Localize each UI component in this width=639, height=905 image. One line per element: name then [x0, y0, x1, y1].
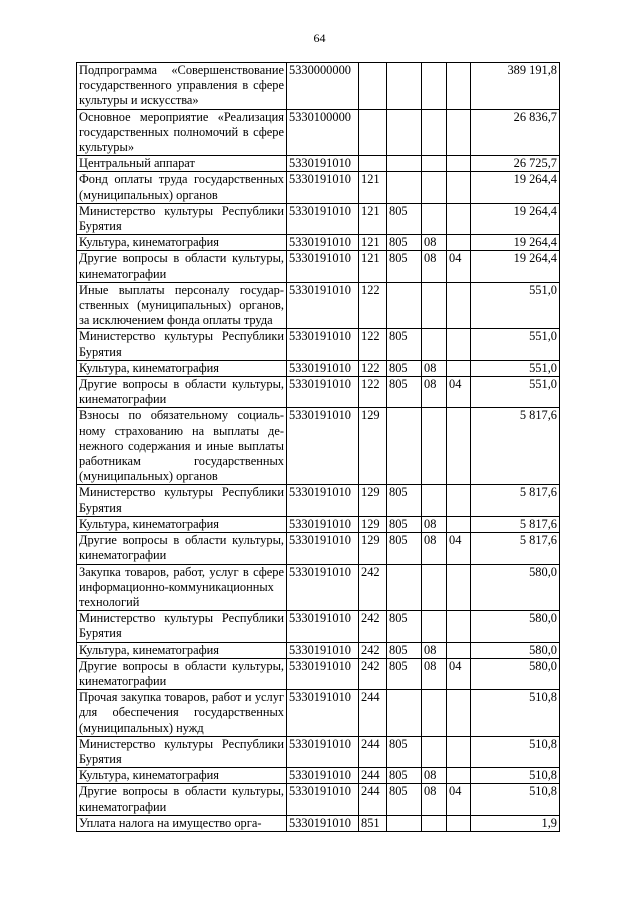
row-subsection: [447, 611, 471, 642]
row-subsection: [447, 736, 471, 767]
row-section: 08: [422, 784, 447, 815]
table-row: [77, 156, 560, 172]
row-name: Подпрограмма «Совершенствование государственного управления в сфере культуры и искусства»: [77, 63, 287, 110]
row-target-article: 5330191010: [287, 360, 359, 376]
budget-table: [76, 62, 560, 832]
row-target-article: 5330191010: [287, 533, 359, 564]
row-subsection: [447, 815, 471, 831]
row-name: Культура, кинематография: [77, 768, 287, 784]
row-section: [422, 485, 447, 516]
row-section: 08: [422, 533, 447, 564]
table-row: [77, 564, 560, 611]
row-amount: 580,0: [471, 564, 560, 611]
table-row: [77, 203, 560, 234]
row-subsection: [447, 109, 471, 156]
row-name: Другие вопросы в области культуры, кинематографии: [77, 784, 287, 815]
table-row: [77, 485, 560, 516]
row-section: 08: [422, 360, 447, 376]
row-name: Другие вопросы в области культуры, кинематографии: [77, 658, 287, 689]
table-row: [77, 690, 560, 737]
table-row: [77, 377, 560, 408]
row-amount: 551,0: [471, 360, 560, 376]
row-ministry-code: [387, 815, 422, 831]
row-name: Иные выплаты персоналу государственных (муниципальных) органов, за исключением фонда оплаты труда: [77, 282, 287, 329]
row-expense-type: 122: [359, 377, 387, 408]
table-row: [77, 109, 560, 156]
row-name: Министерство культуры Республики Бурятия: [77, 736, 287, 767]
row-section: [422, 282, 447, 329]
row-expense-type: 242: [359, 642, 387, 658]
row-target-article: 5330191010: [287, 329, 359, 360]
row-expense-type: [359, 109, 387, 156]
row-name: Министерство культуры Республики Бурятия: [77, 485, 287, 516]
row-target-article: 5330191010: [287, 485, 359, 516]
row-ministry-code: 805: [387, 329, 422, 360]
row-section: [422, 329, 447, 360]
row-section: [422, 156, 447, 172]
row-target-article: 5330100000: [287, 109, 359, 156]
table-body: [77, 63, 560, 832]
row-target-article: 5330191010: [287, 815, 359, 831]
row-section: [422, 611, 447, 642]
row-subsection: [447, 63, 471, 110]
row-amount: 26 725,7: [471, 156, 560, 172]
row-amount: 510,8: [471, 784, 560, 815]
table-row: [77, 784, 560, 815]
row-ministry-code: 805: [387, 611, 422, 642]
row-name: Другие вопросы в области культуры, кинематографии: [77, 377, 287, 408]
row-target-article: 5330191010: [287, 156, 359, 172]
row-name: Культура, кинематография: [77, 235, 287, 251]
row-name: Министерство культуры Республики Бурятия: [77, 203, 287, 234]
row-target-article: 5330191010: [287, 736, 359, 767]
row-target-article: 5330191010: [287, 408, 359, 485]
table-row: [77, 658, 560, 689]
table-row: [77, 172, 560, 203]
row-subsection: [447, 282, 471, 329]
row-expense-type: 122: [359, 282, 387, 329]
row-subsection: 04: [447, 658, 471, 689]
row-subsection: 04: [447, 377, 471, 408]
row-target-article: 5330191010: [287, 611, 359, 642]
row-expense-type: 121: [359, 172, 387, 203]
table-row: [77, 235, 560, 251]
row-ministry-code: [387, 564, 422, 611]
row-amount: 26 836,7: [471, 109, 560, 156]
row-amount: 5 817,6: [471, 533, 560, 564]
row-target-article: 5330191010: [287, 282, 359, 329]
row-target-article: 5330191010: [287, 768, 359, 784]
row-expense-type: 244: [359, 690, 387, 737]
table-row: [77, 329, 560, 360]
table-row: [77, 282, 560, 329]
row-ministry-code: 805: [387, 642, 422, 658]
row-expense-type: 244: [359, 784, 387, 815]
row-name: Взносы по обязательному социальному страхованию на выплаты денежного содержания и иные выплаты работникам государственных (муниципальных) органов: [77, 408, 287, 485]
row-name: Фонд оплаты труда государственных (муниципальных) органов: [77, 172, 287, 203]
row-section: 08: [422, 768, 447, 784]
row-amount: 510,8: [471, 736, 560, 767]
table-row: [77, 516, 560, 532]
row-subsection: [447, 235, 471, 251]
row-section: [422, 203, 447, 234]
row-amount: 19 264,4: [471, 251, 560, 282]
row-subsection: [447, 642, 471, 658]
row-ministry-code: 805: [387, 251, 422, 282]
row-name: Центральный аппарат: [77, 156, 287, 172]
row-target-article: 5330191010: [287, 516, 359, 532]
row-expense-type: 244: [359, 768, 387, 784]
row-expense-type: 129: [359, 408, 387, 485]
row-target-article: 5330000000: [287, 63, 359, 110]
row-section: [422, 736, 447, 767]
row-expense-type: 121: [359, 203, 387, 234]
row-expense-type: 121: [359, 251, 387, 282]
row-ministry-code: 805: [387, 736, 422, 767]
row-section: 08: [422, 658, 447, 689]
row-amount: 389 191,8: [471, 63, 560, 110]
row-subsection: [447, 329, 471, 360]
row-section: [422, 564, 447, 611]
row-subsection: [447, 485, 471, 516]
row-amount: 19 264,4: [471, 172, 560, 203]
row-name: Закупка товаров, работ, услуг в сфере информационно-коммуникационных технологий: [77, 564, 287, 611]
row-expense-type: 122: [359, 329, 387, 360]
row-subsection: [447, 172, 471, 203]
row-expense-type: [359, 156, 387, 172]
row-section: [422, 690, 447, 737]
row-amount: 551,0: [471, 377, 560, 408]
row-target-article: 5330191010: [287, 658, 359, 689]
row-name: Министерство культуры Республики Бурятия: [77, 329, 287, 360]
row-section: 08: [422, 377, 447, 408]
row-ministry-code: [387, 690, 422, 737]
row-name: Прочая закупка товаров, работ и услуг для обеспечения государственных (муниципальных) нужд: [77, 690, 287, 737]
row-amount: 510,8: [471, 690, 560, 737]
row-expense-type: 242: [359, 564, 387, 611]
row-section: [422, 172, 447, 203]
table-row: [77, 611, 560, 642]
row-section: [422, 408, 447, 485]
row-target-article: 5330191010: [287, 564, 359, 611]
row-ministry-code: 805: [387, 235, 422, 251]
row-expense-type: 121: [359, 235, 387, 251]
row-name: Другие вопросы в области культуры, кинематографии: [77, 533, 287, 564]
table-row: [77, 736, 560, 767]
row-ministry-code: 805: [387, 360, 422, 376]
row-amount: 580,0: [471, 658, 560, 689]
row-section: 08: [422, 642, 447, 658]
row-subsection: [447, 360, 471, 376]
row-subsection: [447, 156, 471, 172]
row-subsection: 04: [447, 533, 471, 564]
row-target-article: 5330191010: [287, 377, 359, 408]
row-ministry-code: [387, 109, 422, 156]
row-ministry-code: [387, 408, 422, 485]
row-section: [422, 109, 447, 156]
row-expense-type: 122: [359, 360, 387, 376]
row-amount: 580,0: [471, 642, 560, 658]
row-ministry-code: 805: [387, 533, 422, 564]
row-subsection: [447, 203, 471, 234]
row-subsection: [447, 768, 471, 784]
row-subsection: 04: [447, 784, 471, 815]
table-row: [77, 533, 560, 564]
row-name: Другие вопросы в области культуры, кинематографии: [77, 251, 287, 282]
row-target-article: 5330191010: [287, 203, 359, 234]
row-amount: 5 817,6: [471, 485, 560, 516]
row-ministry-code: 805: [387, 768, 422, 784]
table-row: [77, 408, 560, 485]
row-ministry-code: [387, 63, 422, 110]
row-subsection: [447, 408, 471, 485]
table-row: [77, 642, 560, 658]
row-amount: 19 264,4: [471, 235, 560, 251]
table-row: [77, 360, 560, 376]
row-expense-type: 242: [359, 611, 387, 642]
row-subsection: 04: [447, 251, 471, 282]
row-amount: 580,0: [471, 611, 560, 642]
row-target-article: 5330191010: [287, 251, 359, 282]
row-ministry-code: 805: [387, 658, 422, 689]
row-target-article: 5330191010: [287, 784, 359, 815]
row-amount: 1,9: [471, 815, 560, 831]
row-section: 08: [422, 516, 447, 532]
row-ministry-code: 805: [387, 784, 422, 815]
row-expense-type: 129: [359, 485, 387, 516]
row-amount: 19 264,4: [471, 203, 560, 234]
row-name: Основное мероприятие «Реализация государственных полномочий в сфере культуры»: [77, 109, 287, 156]
row-subsection: [447, 516, 471, 532]
row-name: Министерство культуры Республики Бурятия: [77, 611, 287, 642]
row-ministry-code: [387, 156, 422, 172]
row-target-article: 5330191010: [287, 690, 359, 737]
table-row: [77, 768, 560, 784]
page-number: 64: [313, 31, 326, 45]
row-expense-type: 244: [359, 736, 387, 767]
row-section: [422, 815, 447, 831]
row-amount: 5 817,6: [471, 408, 560, 485]
row-expense-type: 129: [359, 516, 387, 532]
row-target-article: 5330191010: [287, 642, 359, 658]
table-row: [77, 251, 560, 282]
row-name: Уплата налога на имущество орга-: [77, 815, 287, 831]
table-row: [77, 815, 560, 831]
row-target-article: 5330191010: [287, 172, 359, 203]
row-expense-type: 851: [359, 815, 387, 831]
row-name: Культура, кинематография: [77, 516, 287, 532]
row-ministry-code: [387, 172, 422, 203]
row-amount: 5 817,6: [471, 516, 560, 532]
row-ministry-code: 805: [387, 485, 422, 516]
row-section: [422, 63, 447, 110]
row-name: Культура, кинематография: [77, 360, 287, 376]
row-amount: 551,0: [471, 329, 560, 360]
row-expense-type: 242: [359, 658, 387, 689]
row-section: 08: [422, 251, 447, 282]
row-target-article: 5330191010: [287, 235, 359, 251]
row-amount: 551,0: [471, 282, 560, 329]
row-ministry-code: 805: [387, 203, 422, 234]
row-amount: 510,8: [471, 768, 560, 784]
table-row: [77, 63, 560, 110]
row-expense-type: [359, 63, 387, 110]
row-ministry-code: [387, 282, 422, 329]
row-expense-type: 129: [359, 533, 387, 564]
row-ministry-code: 805: [387, 377, 422, 408]
row-section: 08: [422, 235, 447, 251]
row-ministry-code: 805: [387, 516, 422, 532]
row-name: Культура, кинематография: [77, 642, 287, 658]
row-subsection: [447, 564, 471, 611]
row-subsection: [447, 690, 471, 737]
